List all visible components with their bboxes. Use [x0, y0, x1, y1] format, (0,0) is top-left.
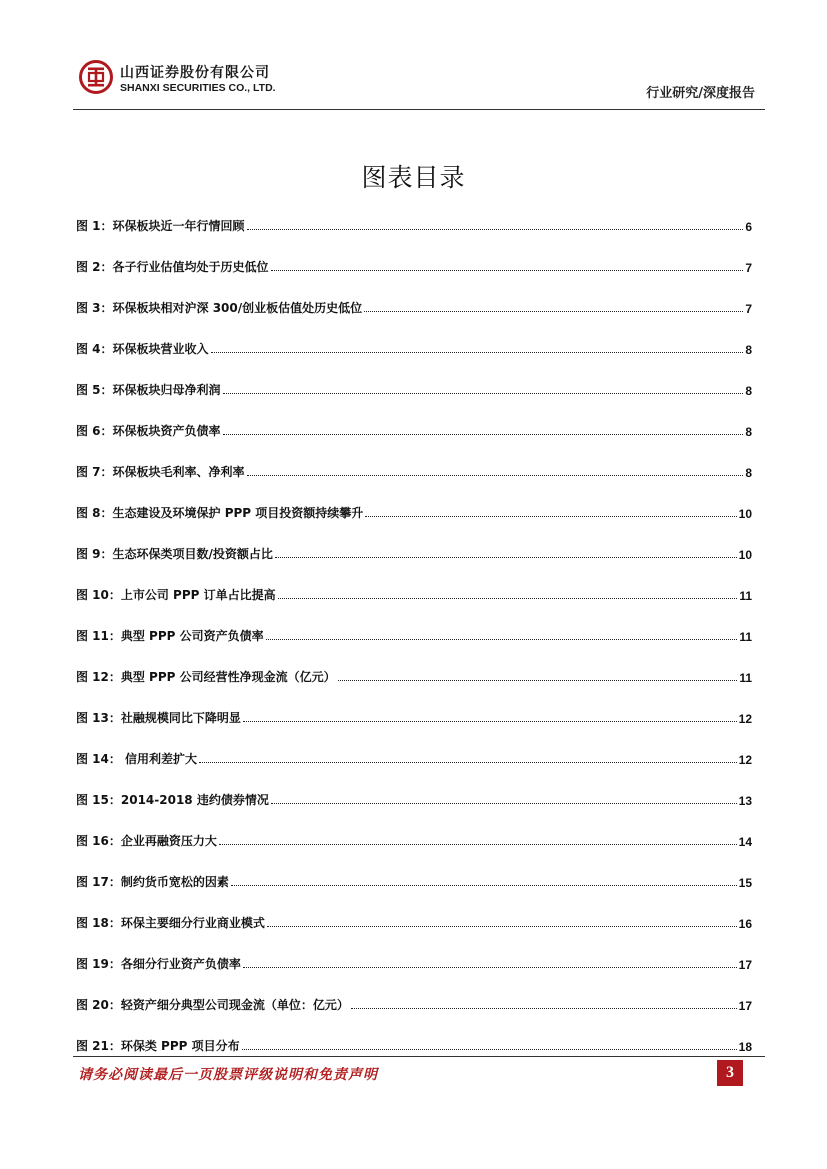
toc-entry-page: 11: [739, 630, 752, 644]
toc-entry-page: 10: [738, 548, 752, 562]
toc-entry-label: 图 1：环保板块近一年行情回顾: [76, 219, 245, 233]
toc-entry-page: 15: [738, 876, 752, 890]
shanxi-securities-logo-icon: [79, 60, 113, 94]
toc-dot-leader: [351, 1008, 737, 1009]
toc-list: [76, 214, 752, 1075]
toc-title: 图表目录: [361, 163, 466, 192]
toc-dot-leader: [247, 475, 744, 476]
toc-dot-leader: [247, 229, 744, 230]
toc-entry-label: 图 5：环保板块归母净利润: [76, 383, 221, 397]
toc-entry-label: 图 21：环保类 PPP 项目分布: [76, 1039, 240, 1053]
toc-entry[interactable]: [76, 460, 752, 480]
toc-entry[interactable]: [76, 788, 752, 808]
toc-dot-leader: [275, 557, 737, 558]
toc-dot-leader: [266, 639, 738, 640]
toc-entry-page: 8: [745, 384, 752, 398]
toc-entry-label: 图 11：典型 PPP 公司资产负债率: [76, 629, 264, 643]
toc-entry[interactable]: [76, 829, 752, 849]
toc-dot-leader: [242, 1049, 737, 1050]
toc-entry-page: 8: [745, 343, 752, 357]
toc-dot-leader: [243, 967, 737, 968]
toc-entry-label: 图 15：2014-2018 违约债券情况: [76, 793, 269, 807]
toc-entry[interactable]: [76, 706, 752, 726]
footer-disclaimer: 请务必阅读最后一页股票评级说明和免责声明: [78, 1067, 378, 1083]
toc-entry[interactable]: [76, 993, 752, 1013]
toc-dot-leader: [231, 885, 737, 886]
toc-entry-label: 图 14： 信用利差扩大: [76, 752, 198, 766]
toc-dot-leader: [271, 270, 744, 271]
toc-entry[interactable]: [76, 911, 752, 931]
toc-entry[interactable]: [76, 296, 752, 316]
company-name-en: SHANXI SECURITIES CO., LTD.: [120, 82, 276, 94]
toc-dot-leader: [338, 680, 738, 681]
toc-entry-page: 17: [738, 958, 752, 972]
toc-entry-page: 10: [738, 507, 752, 521]
toc-entry[interactable]: [76, 665, 752, 685]
toc-dot-leader: [223, 393, 744, 394]
toc-entry-label: 图 20：轻资产细分典型公司现金流（单位：亿元）: [76, 998, 349, 1012]
toc-entry-page: 6: [745, 220, 752, 234]
toc-entry-label: 图 13：社融规模同比下降明显: [76, 711, 241, 725]
toc-entry-label: 图 9：生态环保类项目数/投资额占比: [76, 547, 273, 561]
toc-entry-label: 图 18：环保主要细分行业商业模式: [76, 916, 265, 930]
toc-entry[interactable]: [76, 419, 752, 439]
toc-entry-page: 17: [738, 999, 752, 1013]
toc-entry[interactable]: [76, 542, 752, 562]
toc-entry-label: 图 3：环保板块相对沪深 300/创业板估值处历史低位: [76, 301, 363, 315]
toc-entry-page: 8: [745, 466, 752, 480]
toc-entry-label: 图 6：环保板块资产负债率: [76, 424, 221, 438]
toc-entry-page: 11: [739, 589, 752, 603]
toc-entry[interactable]: [76, 583, 752, 603]
toc-entry[interactable]: [76, 501, 752, 521]
toc-dot-leader: [267, 926, 737, 927]
toc-entry-page: 13: [738, 794, 752, 808]
toc-entry-label: 图 16：企业再融资压力大: [76, 834, 217, 848]
toc-entry-label: 图 10：上市公司 PPP 订单占比提高: [76, 588, 276, 602]
toc-dot-leader: [278, 598, 738, 599]
header-divider: [73, 109, 765, 110]
toc-dot-leader: [243, 721, 737, 722]
toc-entry[interactable]: [76, 870, 752, 890]
toc-entry-label: 图 8：生态建设及环境保护 PPP 项目投资额持续攀升: [76, 506, 364, 520]
page-header: [0, 0, 827, 115]
toc-dot-leader: [223, 434, 744, 435]
toc-dot-leader: [271, 803, 737, 804]
toc-entry[interactable]: [76, 747, 752, 767]
toc-entry[interactable]: [76, 952, 752, 972]
toc-entry-label: 图 17：制约货币宽松的因素: [76, 875, 229, 889]
toc-entry[interactable]: [76, 255, 752, 275]
toc-entry-label: 图 2：各子行业估值均处于历史低位: [76, 260, 269, 274]
toc-entry-page: 14: [738, 835, 752, 849]
toc-dot-leader: [199, 762, 737, 763]
toc-entry-label: 图 7：环保板块毛利率、净利率: [76, 465, 245, 479]
toc-entry[interactable]: [76, 1034, 752, 1054]
toc-entry[interactable]: [76, 378, 752, 398]
toc-entry-page: 12: [738, 712, 752, 726]
footer-divider: [73, 1056, 765, 1057]
toc-entry[interactable]: [76, 624, 752, 644]
toc-entry-page: 8: [745, 425, 752, 439]
toc-dot-leader: [365, 516, 736, 517]
toc-dot-leader: [219, 844, 737, 845]
toc-entry[interactable]: [76, 337, 752, 357]
toc-dot-leader: [364, 311, 743, 312]
toc-entry-page: 16: [738, 917, 752, 931]
toc-entry-page: 11: [739, 671, 752, 685]
toc-entry-label: 图 19：各细分行业资产负债率: [76, 957, 241, 971]
toc-entry-page: 18: [738, 1040, 752, 1054]
toc-entry-label: 图 4：环保板块营业收入: [76, 342, 209, 356]
toc-dot-leader: [211, 352, 744, 353]
toc-entry-page: 7: [745, 302, 752, 316]
company-name-cn: 山西证券股份有限公司: [120, 65, 270, 81]
toc-entry[interactable]: [76, 214, 752, 234]
report-type-label: 行业研究/深度报告: [646, 86, 755, 101]
toc-entry-label: 图 12：典型 PPP 公司经营性净现金流（亿元）: [76, 670, 336, 684]
toc-entry-page: 12: [738, 753, 752, 767]
page-number-badge: 3: [717, 1060, 743, 1086]
toc-entry-page: 7: [745, 261, 752, 275]
